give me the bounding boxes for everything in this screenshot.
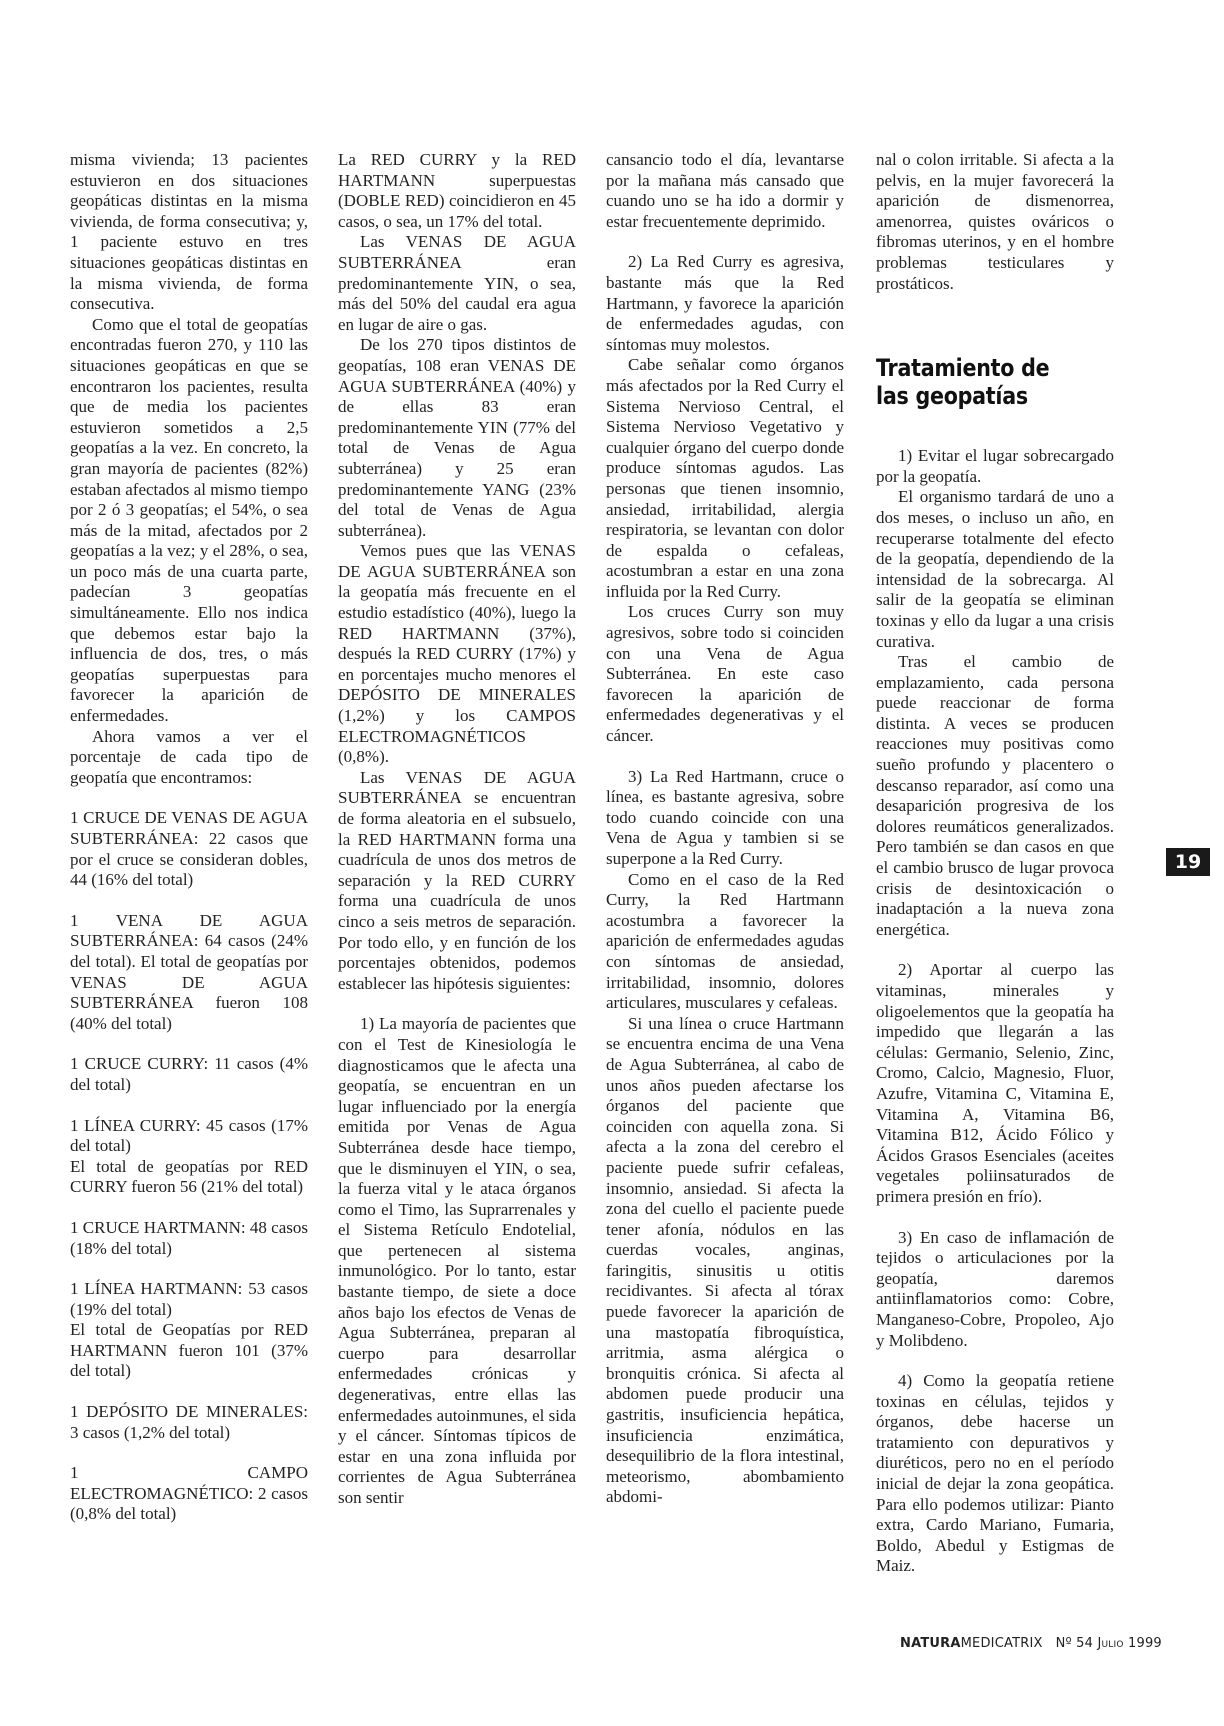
paragraph: 4) Como la geopatía retiene toxinas en células, tejidos y órganos, debe hacerse un tratamiento con depurativos y diuréticos, pero no en el período inicial de dejar la zona geopática. Para ello podemos utilizar: Pianto extra, Cardo Mariano, Fumaria, Boldo, Abedul y Estigmas de Maiz.: [876, 1371, 1114, 1576]
paragraph: nal o colon irritable. Si afecta a la pelvis, en la mujer favorecerá la aparición de dismenorrea, amenorrea, quistes ováricos o fibromas uterinos, y en el hombre problemas testiculares y prostáticos.: [876, 150, 1114, 293]
paragraph: Si una línea o cruce Hartmann se encuentra encima de una Vena de Agua Subterránea, al cabo de unos años pueden afectarse los órganos del paciente que coinciden con aquella zona. Si afecta a la zona del cerebro el paciente puede sufrir cefaleas, insomnio, ansiedad. Si afecta la zona del cuello el paciente puede tener afonía, nódulos en las cuerdas vocales, anginas, faringitis, sinusitis u otitis recidivantes. Si afecta al tórax puede favorecer la aparición de una mastopatía fibroquística, arritmia, asma alérgica o bronquitis crónica. Si afecta al abdomen puede producir una gastritis, insuficiencia hepática, insuficiencia enzimática, desequilibrio de la flora intestinal, meteorismo, abombamiento abdomi-: [606, 1013, 844, 1507]
paragraph: 2) La Red Curry es agresiva, bastante más que la Red Hartmann, y favorece la aparición de enfermedades agudas, con síntomas muy molestos.: [606, 252, 844, 354]
paragraph: Vemos pues que las VENAS DE AGUA SUBTERRÁNEA son la geopatía más frecuente en el estudio estadístico (40%), luego la RED HARTMANN (37%), después la RED CURRY (17%) y en porcentajes mucho menores el DEPÓSITO DE MINERALES (1,2%) y los CAMPOS ELECTROMAGNÉTICOS (0,8%).: [338, 541, 576, 767]
list-item: 1 LÍNEA CURRY: 45 casos (17% del total): [70, 1115, 308, 1156]
paragraph: misma vivienda; 13 pacientes estuvieron en dos situaciones geopáticas distintas en la misma vivienda, de forma consecutiva; y, 1 paciente estuvo en tres situaciones geopáticas distintas en la misma vivienda, de forma consecutiva.: [70, 150, 308, 314]
section-heading: Tratamiento de las geopatías: [876, 354, 1050, 411]
list-item: 1 DEPÓSITO DE MINERALES: 3 casos (1,2% del total): [70, 1402, 308, 1442]
list-item: 1 CRUCE CURRY: 11 casos (4% del total): [70, 1054, 308, 1094]
paragraph: 1) Evitar el lugar sobrecargado por la geopatía.: [876, 446, 1114, 486]
column-1: [70, 150, 308, 1525]
paragraph: Como que el total de geopatías encontradas fueron 270, y 110 las situaciones geopáticas en que se encontraron los pacientes, resulta que de media los pacientes estuvieron sometidos a 2,5 geopatías a la vez. En concreto, la gran mayoría de pacientes (82%) estaban afectados al mismo tiempo por 2 ó 3 geopatías; el 54%, o sea más de la mitad, afectados por 2 geopatías a la vez; y el 28%, o sea, un poco más de una cuarta parte, padecían 3 geopatías simultáneamente. Ello nos indica que debemos estar bajo la influencia de dos, tres, o más geopatías superpuestas para favorecer la aparición de enfermedades.: [70, 314, 308, 726]
column-2: [338, 150, 576, 1509]
list-item: 1 LÍNEA HARTMANN: 53 casos (19% del total): [70, 1279, 308, 1319]
issue-number: Nº 54: [1055, 1636, 1094, 1651]
list-item: 1 CRUCE HARTMANN: 48 casos (18% del total): [70, 1217, 308, 1258]
list-item: 1 CRUCE DE VENAS DE AGUA SUBTERRÁNEA: 22 casos que por el cruce se consideran dobles, 44 (16% del total): [70, 808, 308, 890]
paragraph: 2) Aportar al cuerpo las vitaminas, minerales y oligoelementos que la geopatía ha impedido que llegarán a las células: Germanio, Selenio, Zinc, Cromo, Calcio, Magnesio, Fluor, Azufre, Vitamina C, Vitamina E, Vitamina A, Vitamina B6, Vitamina B12, Ácido Fólico y Ácidos Grasos Esenciales (aceites vegetales poliinsaturados de primera presión en frío).: [876, 960, 1114, 1206]
paragraph: Los cruces Curry son muy agresivos, sobre todo si coinciden con una Vena de Agua Subterránea. En este caso favorecen la aparición de enfermedades degenerativas y el cáncer.: [606, 602, 844, 746]
page-number-badge: 19: [1166, 848, 1210, 876]
issue-month: Julio: [1097, 1636, 1124, 1651]
paragraph: La RED CURRY y la RED HARTMANN superpuestas (DOBLE RED) coincidieron en 45 casos, o sea, un 17% del total.: [338, 150, 576, 231]
paragraph: Como en el caso de la Red Curry, la Red Hartmann acostumbra a favorecer la aparición de enfermedades agudas con síntomas de ansiedad, irritabilidad, insomnio, dolores articulares, musculares y cefaleas.: [606, 869, 844, 1013]
list-item: 1 VENA DE AGUA SUBTERRÁNEA: 64 casos (24% del total). El total de geopatías por VENAS DE AGUA SUBTERRÁNEA fueron 108 (40% del total): [70, 910, 308, 1033]
paragraph: 3) La Red Hartmann, cruce o línea, es bastante agresiva, sobre todo cuando coincide con una Vena de Agua y tambien si se superpone a la Red Curry.: [606, 766, 844, 868]
paragraph: cansancio todo el día, levantarse por la mañana más cansado que cuando uno se ha ido a dormir y estar frecuentemente deprimido.: [606, 150, 844, 231]
paragraph: Las VENAS DE AGUA SUBTERRÁNEA eran predominantemente YIN, o sea, más del 50% del caudal era agua en lugar de aire o gas.: [338, 232, 576, 334]
paragraph: 1) La mayoría de pacientes que con el Test de Kinesiología le diagnosticamos que le afecta una geopatía, se encuentran en un lugar influenciado por la energía emitida por Venas de Agua Subterránea desde hace tiempo, que le disminuyen el YIN, o sea, la fuerza vital y le ataca órganos como el Timo, las Suprarrenales y el Sistema Retículo Endotelial, que pertenecen al sistema inmunológico. Por lo tanto, estar bastante tiempo, de siete a doce años bajo los efectos de Venas de Agua Subterránea, preparan al cuerpo para desarrollar enfermedades crónicas y degenerativas, entre ellas las enfermedades autoinmunes, el sida y el cáncer. Síntomas típicos de estar en una zona influida por corrientes de Agua Subterránea son sentir: [338, 1014, 576, 1507]
paragraph: Las VENAS DE AGUA SUBTERRÁNEA se encuentran de forma aleatoria en el subsuelo, la RED HARTMANN forma una cuadrícula de unos dos metros de separación y la RED CURRY forma una cuadrícula de unos cinco a seis metros de separación. Por todo ello, y en función de los porcentajes obtenidos, podemos establecer las hipótesis siguientes:: [338, 767, 576, 993]
issue-year: 1999: [1128, 1636, 1162, 1651]
paragraph: Tras el cambio de emplazamiento, cada persona puede reaccionar de forma distinta. A veces se producen reacciones muy positivas como sueño profundo y placentero o descanso reparador, así como una desaparición progresiva de los dolores reumáticos generalizados. Pero también se dan casos en que el cambio brusco de lugar provoca crisis de desintoxicación o inadaptación a la nueva zona energética.: [876, 652, 1114, 939]
paragraph: El organismo tardará de uno a dos meses, o incluso un año, en recuperarse totalmente del efecto de la geopatía, dependiendo de la intensidad de la sobrecarga. Al salir de la geopatía se eliminan toxinas y ello da lugar a una crisis curativa.: [876, 487, 1114, 651]
paragraph: Ahora vamos a ver el porcentaje de cada tipo de geopatía que encontramos:: [70, 726, 308, 787]
magazine-name-regular: MEDICATRIX: [960, 1636, 1043, 1651]
magazine-name-bold: NATURA: [900, 1636, 961, 1651]
column-4: [876, 150, 1114, 1577]
list-item: 1 CAMPO ELECTROMAGNÉTICO: 2 casos (0,8% del total): [70, 1463, 308, 1524]
list-item-note: El total de Geopatías por RED HARTMANN fueron 101 (37% del total): [70, 1320, 308, 1381]
paragraph: 3) En caso de inflamación de tejidos o articulaciones por la geopatía, daremos antiinflamatorios como: Cobre, Manganeso-Cobre, Propoleo, Ajo y Molibdeno.: [876, 1227, 1114, 1350]
column-3: [606, 150, 844, 1508]
paragraph: De los 270 tipos distintos de geopatías, 108 eran VENAS DE AGUA SUBTERRÁNEA (40%) y de ellas 83 eran predominantemente YIN (77% del total de Venas de Agua subterránea) y 25 eran predominantemente YANG (23% del total de Venas de Agua subterránea).: [338, 335, 576, 540]
footer: [900, 1636, 1162, 1651]
paragraph: Cabe señalar como órganos más afectados por la Red Curry el Sistema Nervioso Central, el Sistema Nervioso Vegetativo y cualquier órgano del cuerpo donde produce síntomas agudos. Las personas que tienen insomnio, ansiedad, irritabilidad, alergia respiratoria, se levantan con dolor de espalda o cefaleas, acostumbran a estar en una zona influida por la Red Curry.: [606, 355, 844, 601]
list-item-note: El total de geopatías por RED CURRY fueron 56 (21% del total): [70, 1156, 308, 1197]
